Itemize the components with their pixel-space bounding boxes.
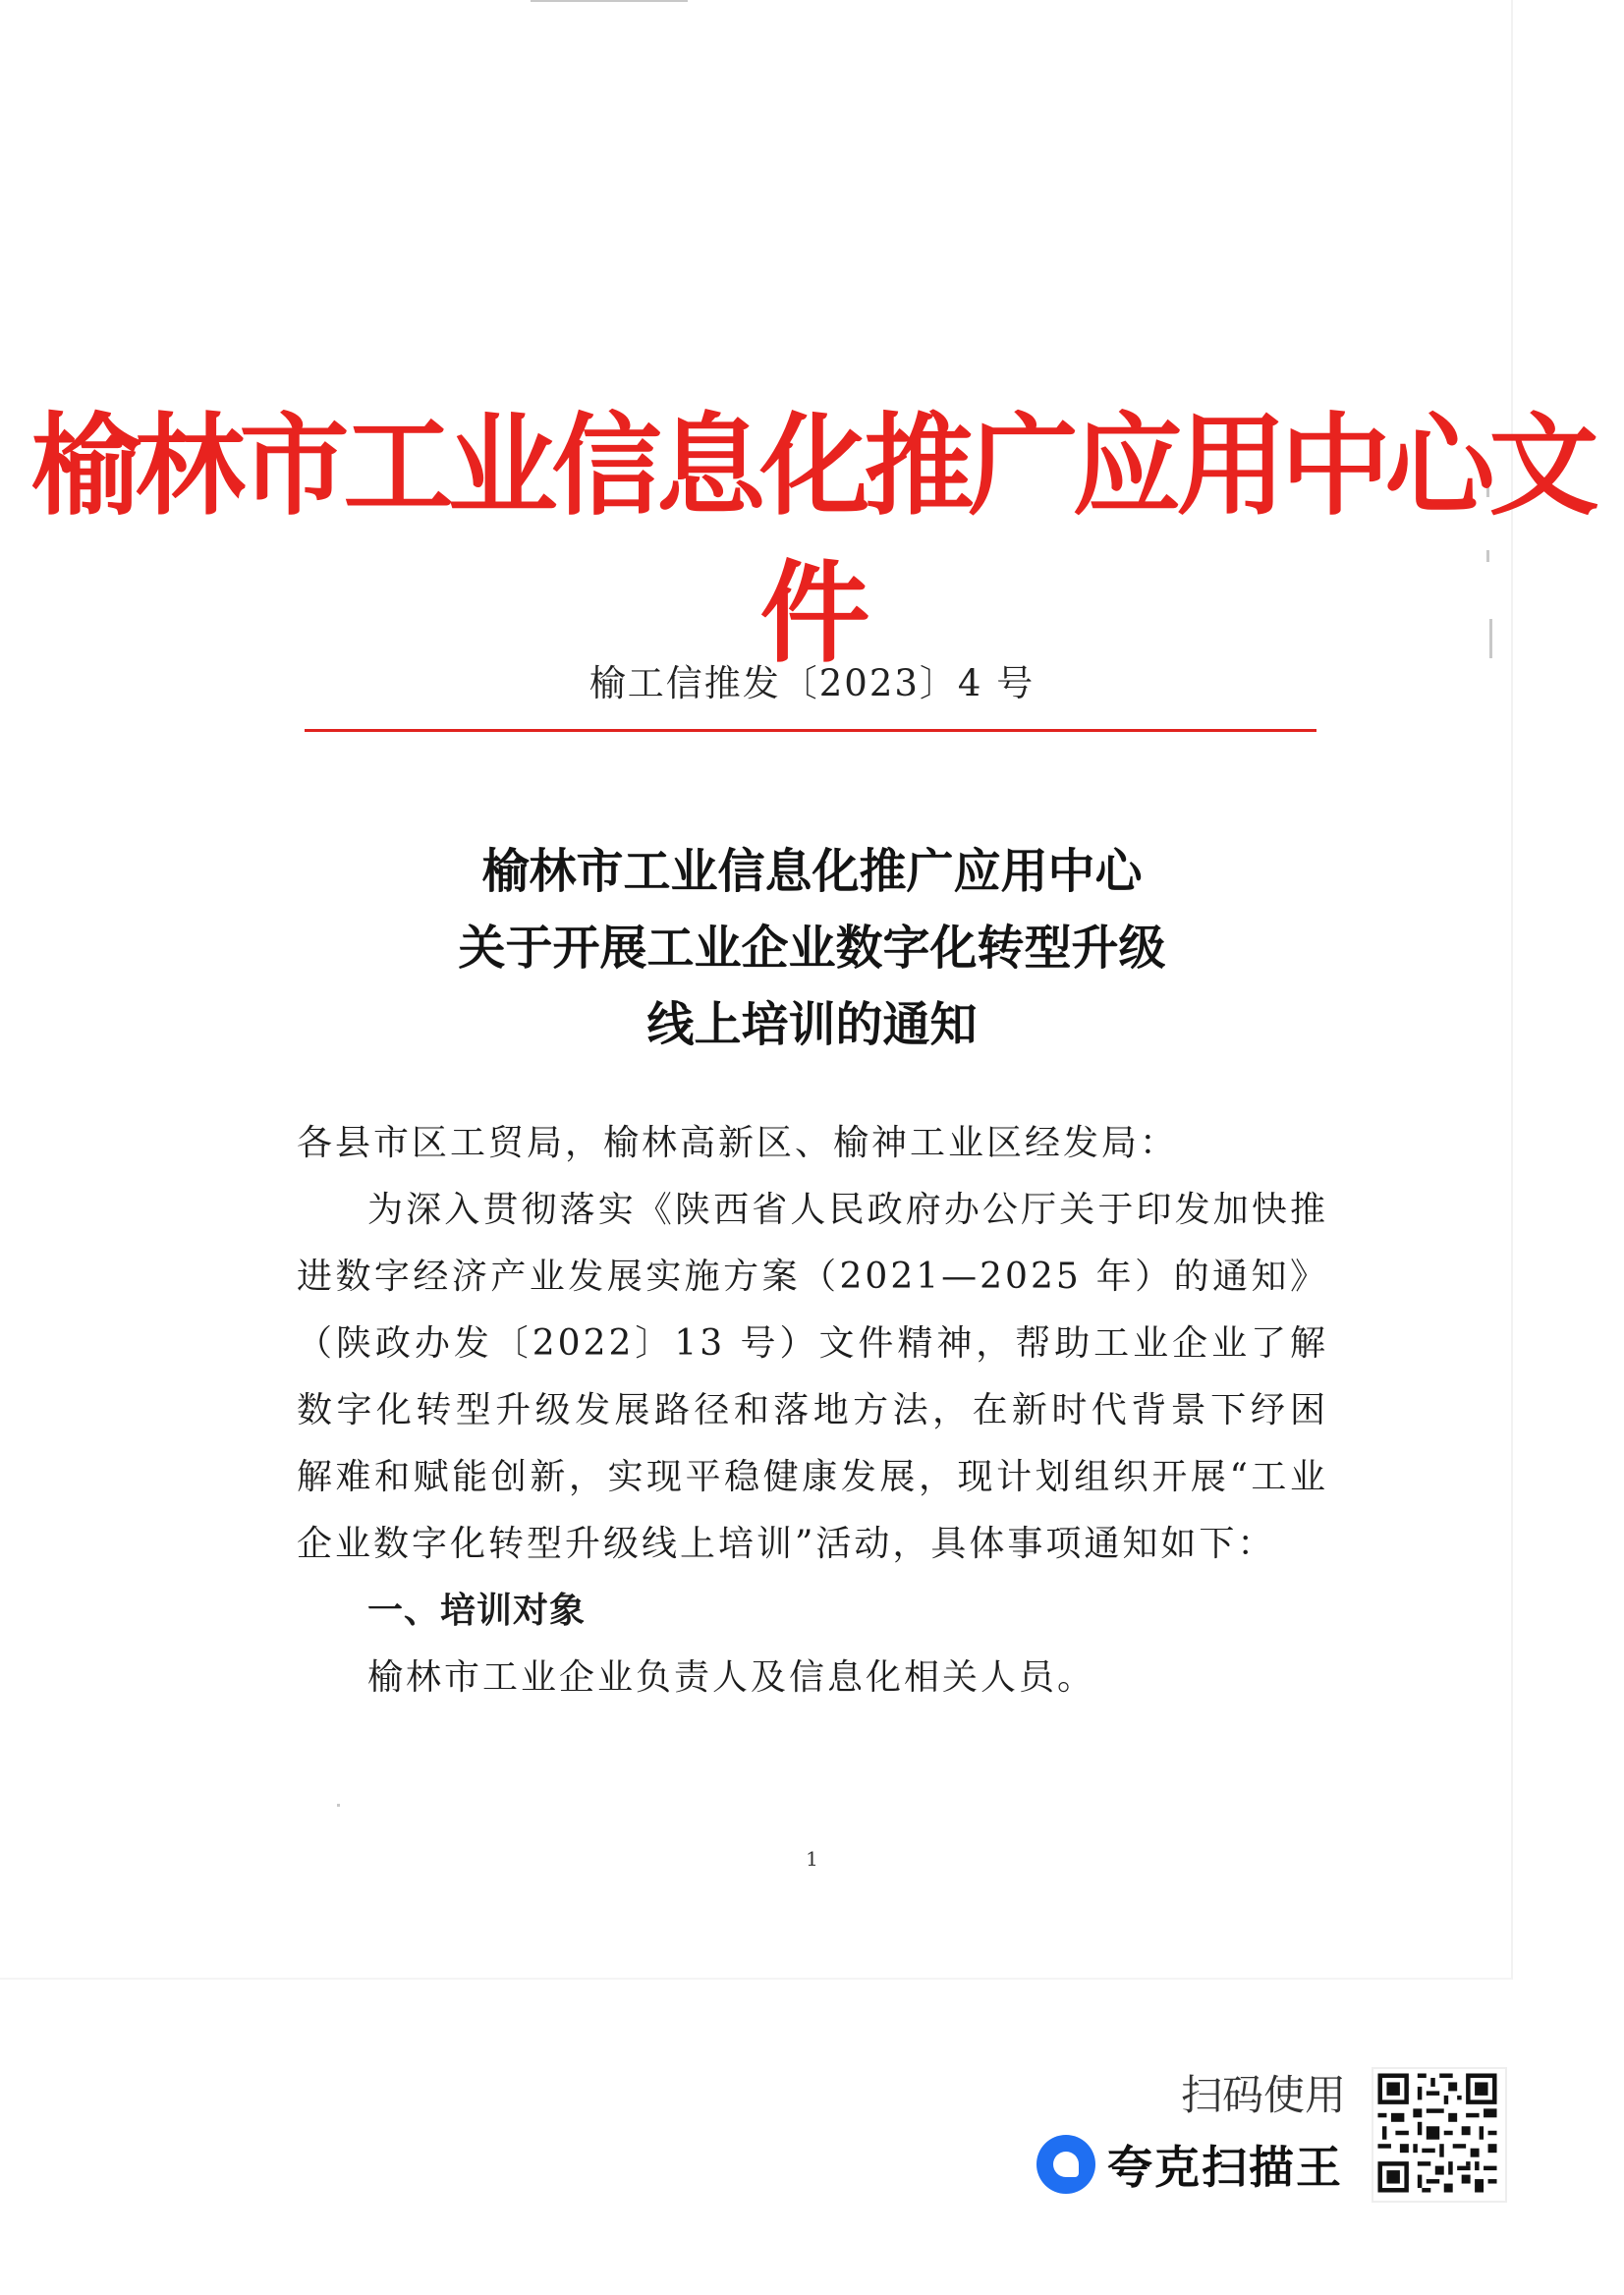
notice-title-line: 关于开展工业企业数字化转型升级	[458, 921, 1166, 976]
brand-name: 夸克扫描王	[1107, 2141, 1343, 2194]
document-number: 榆工信推发〔2023〕4 号	[588, 662, 1036, 704]
page-number: 1	[806, 1847, 818, 1871]
notice-body	[297, 1110, 1328, 1711]
scanner-brand	[1036, 2130, 1343, 2199]
notice-title	[0, 833, 1624, 1063]
scan-to-use-text: 扫码使用	[1180, 2071, 1346, 2119]
red-divider-line	[305, 729, 1316, 732]
body-paragraph: 为深入贯彻落实《陕西省人民政府办公厅关于印发加快推进数字经济产业发展实施方案（2021—2025 年）的通知》（陕政办发〔2022〕13 号）文件精神，帮助工业企业了解数字化转型升级发展路径和落地方法，在新时代背景下纾困解难和赋能创新，实现平稳健康发展，现计划组织开展“工业企业数字化转型升级线上培训”活动，具体事项通知如下：	[297, 1190, 1328, 1564]
quark-logo-icon	[1036, 2135, 1095, 2194]
salutation: 各县市区工贸局，榆林高新区、榆神工业区经发局：	[297, 1123, 1179, 1163]
scan-artifact	[531, 0, 688, 2]
section-heading: 一、培训对象	[367, 1591, 587, 1631]
qr-code-icon	[1372, 2067, 1507, 2203]
section-text: 榆林市工业企业负责人及信息化相关人员。	[367, 1657, 1096, 1698]
notice-title-line: 榆林市工业信息化推广应用中心	[481, 844, 1143, 899]
scan-artifact	[337, 1804, 340, 1807]
document-header-title: 榆林市工业信息化推广应用中心文件	[30, 403, 1594, 678]
notice-title-line: 线上培训的通知	[646, 997, 978, 1052]
